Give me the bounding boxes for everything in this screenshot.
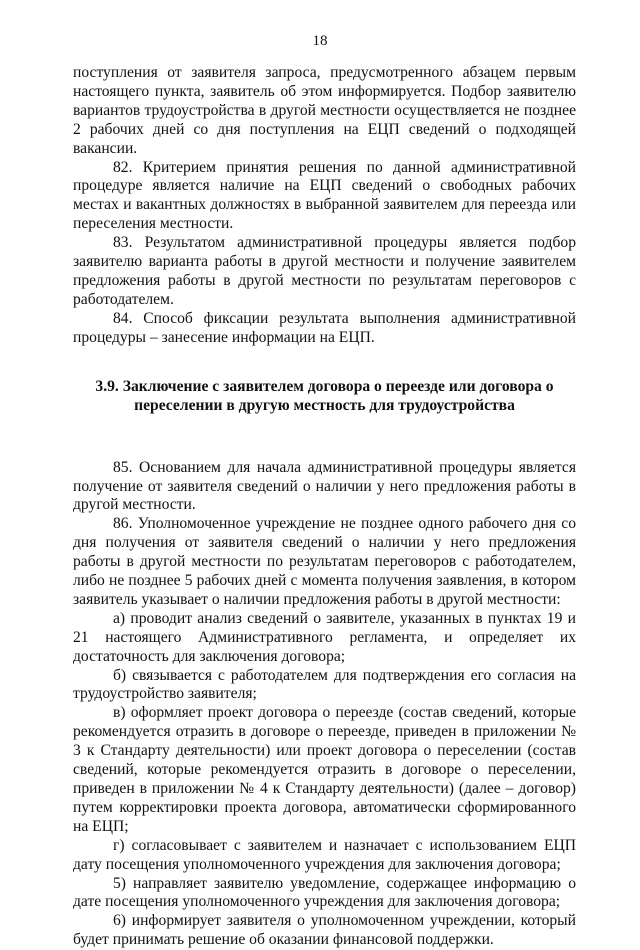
document-body xyxy=(73,64,576,950)
paragraph-81-continuation: поступления от заявителя запроса, предусмотренного абзацем первым настоящего пункта, заявитель об этом информируется. Подбор заявителю вариантов трудоустройства в другой местности осуществляется не позднее 2 рабочих дней со дня поступления на ЕЦП сведений о подходящей вакансии. xyxy=(73,64,576,157)
paragraphs-after-section xyxy=(73,459,576,950)
paragraph-82: 82. Критерием принятия решения по данной административной процедуре является наличие на ЕЦП сведений о свободных рабочих местах и вакантных должностях в выбранной заявителем для переезда или переселения местности. xyxy=(73,158,576,233)
list-item-g: г) согласовывает с заявителем и назначает с использованием ЕЦП дату посещения уполномоченного учреждения для заключения договора; xyxy=(73,836,576,873)
paragraph-85: 85. Основанием для начала административной процедуры является получение от заявителя сведений о наличии у него предложения работы в другой местности. xyxy=(73,458,576,514)
list-item-a: а) проводит анализ сведений о заявителе, указанных в пунктах 19 и 21 настоящего Административного регламента, и определяет их достаточность для заключения договора; xyxy=(73,609,576,665)
list-item-v: в) оформляет проект договора о переезде (состав сведений, которые рекомендуется отразить в договоре о переезде, приведен в приложении № 3 к Стандарту деятельности) или проект договора о переселении (состав сведений, которые рекомендуется отразить в договоре о переселении, приведен в приложении № 4 к Стандарту деятельности) (далее – договор) путем корректировки проекта договора, автоматически сформированного на ЕЦП; xyxy=(73,704,576,835)
paragraphs-before-section xyxy=(73,64,576,348)
section-heading: 3.9. Заключение с заявителем договора о переезде или договора о переселении в другую местность для трудоустройства xyxy=(95,377,554,415)
list-item-b: б) связывается с работодателем для подтверждения его согласия на трудоустройство заявителя; xyxy=(73,666,576,703)
paragraph-84: 84. Способ фиксации результата выполнения административной процедуры – занесение информации на ЕЦП. xyxy=(73,309,576,346)
list-item-5: 5) направляет заявителю уведомление, содержащее информацию о дате посещения уполномоченного учреждения для заключения договора; xyxy=(73,874,576,911)
paragraph-86: 86. Уполномоченное учреждение не позднее одного рабочего дня со дня получения от заявителя сведений о наличии у него предложения работы в другой местности по результатам переговоров с работодателем, либо не позднее 5 рабочих дней с момента получения заявления, в котором заявитель указывает о наличии предложения работы в другой местности: xyxy=(73,515,576,608)
list-item-6: 6) информирует заявителя о уполномоченном учреждении, который будет принимать решение об оказании финансовой поддержки. xyxy=(73,912,576,949)
page-number: 18 xyxy=(312,33,328,49)
paragraph-83: 83. Результатом административной процедуры является подбор заявителю варианта работы в другой местности и получение заявителем предложения работы в другой местности по результатам переговоров с работодателем. xyxy=(73,234,576,308)
